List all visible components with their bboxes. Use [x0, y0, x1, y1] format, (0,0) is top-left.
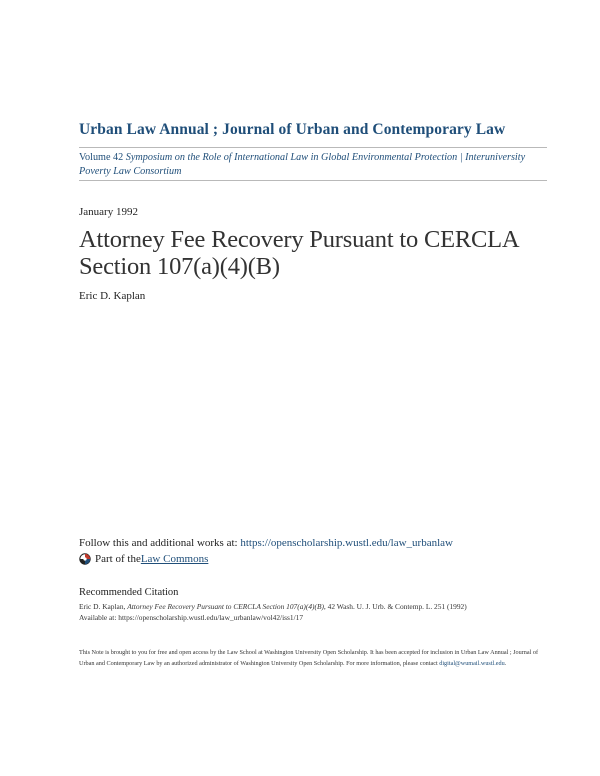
- article-title: [79, 226, 539, 280]
- publication-date: January 1992: [79, 206, 138, 218]
- law-commons-link[interactable]: Law Commons: [140, 553, 209, 565]
- citation-author: Eric D. Kaplan,: [79, 602, 128, 611]
- article-title-line-2: Section 107(a)(4)(B): [79, 253, 280, 280]
- article-title-line-1: Attorney Fee Recovery Pursuant to CERCLA: [79, 226, 520, 253]
- citation-available-at[interactable]: Available at: https://openscholarship.wustl.edu/law_urbanlaw/vol42/iss1/17: [79, 613, 304, 622]
- network-commons-icon: [79, 553, 91, 565]
- journal-title[interactable]: Urban Law Annual ; Journal of Urban and Contemporary Law: [79, 121, 506, 138]
- notice-text: This Note is brought to you for free and open access by the Law School at Washington University Open Scholarship. It has been accepted for inclusion in Urban Law Annual ; Journal of Urban and Contemporary Law by an authorized administrator of Washington University Open Scholarship. For more information, please contact: [79, 649, 539, 667]
- follow-link[interactable]: https://openscholarship.wustl.edu/law_urbanlaw: [240, 537, 453, 549]
- open-access-notice: [79, 647, 539, 669]
- recommended-citation-heading: Recommended Citation: [79, 587, 179, 598]
- notice-end: .: [504, 660, 507, 667]
- volume-number: Volume 42: [79, 152, 126, 163]
- citation-text: [79, 601, 549, 623]
- volume-issue-line[interactable]: [79, 151, 547, 179]
- author-name: Eric D. Kaplan: [79, 290, 146, 302]
- divider-top: [79, 147, 547, 148]
- issue-title[interactable]: Symposium on the Role of International Law in Global Environmental Protection | Interuniversity Poverty Law Consortium: [79, 152, 526, 177]
- follow-label: Follow this and additional works at:: [79, 537, 241, 549]
- citation-line-1: [79, 601, 549, 612]
- citation-journal-ref: , 42 Wash. U. J. Urb. & Contemp. L. 251 (1992): [323, 602, 467, 611]
- follow-line: [79, 537, 453, 549]
- divider-bottom: [79, 180, 547, 181]
- contact-email-link[interactable]: digital@wumail.wustl.edu: [439, 660, 505, 667]
- citation-title: Attorney Fee Recovery Pursuant to CERCLA Section 107(a)(4)(B): [127, 602, 324, 611]
- part-of-line: [79, 553, 208, 565]
- part-of-label: Part of the: [95, 553, 141, 565]
